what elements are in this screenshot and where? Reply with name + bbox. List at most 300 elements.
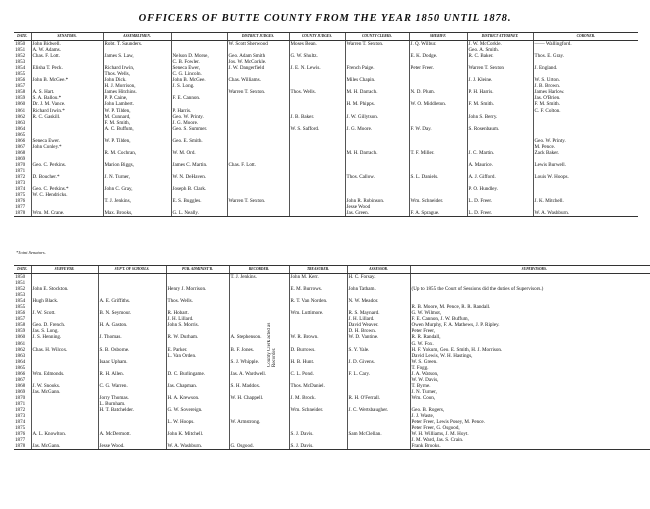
table-cell: W. R. Brown. xyxy=(289,334,347,340)
table-cell: J. Thomas. xyxy=(98,334,166,340)
year-cell: 1856 xyxy=(15,77,26,84)
table-cell: John R. Robinson. xyxy=(345,198,409,204)
column-header: SUP'T. OF SCHOOLS. xyxy=(98,266,166,274)
table-cell: T. F. Miller. xyxy=(409,150,467,156)
table-cell: P. P. Caine, xyxy=(103,95,171,101)
column-header: DATE. xyxy=(14,33,31,41)
table-cell: Sam McClellan. xyxy=(347,431,410,437)
table-cell: Frank Brooks. xyxy=(410,443,650,450)
year-cell: 1863 xyxy=(15,352,26,359)
table-cell: S. J. Davis. xyxy=(289,431,347,437)
table-cell: G. W. Shultz. xyxy=(289,53,345,59)
table-cell: Jas. Chapman. xyxy=(166,383,229,389)
table-header-row xyxy=(14,266,650,274)
table-cell: Warren T. Sexton xyxy=(467,65,533,71)
table-cell: Robt. T. Saunders. xyxy=(103,41,171,48)
year-cell: 1853 xyxy=(15,292,26,299)
table-cell: James S. Law, xyxy=(103,53,171,59)
year-cell: 1859 xyxy=(15,328,26,335)
table-cell: Jas. O'Brien. xyxy=(533,95,638,101)
table-cell: J. H. Lillard. xyxy=(166,316,229,322)
table-cell: J. England. xyxy=(533,65,638,71)
year-cell: 1876 xyxy=(15,431,26,438)
table-cell: B. F. Jones. xyxy=(229,347,289,353)
year-cell: 1865 xyxy=(15,364,26,371)
table-cell: C. G. Lincoln. xyxy=(171,71,227,77)
table-cell: C. G. Warren. xyxy=(98,383,166,389)
table-cell: A. C. Buffum, xyxy=(103,126,171,132)
year-cell: 1866 xyxy=(15,137,26,144)
table-cell: Peter Freer. xyxy=(409,65,467,71)
year-cell: 1868 xyxy=(15,382,26,389)
column-header: SURVEYOR. xyxy=(31,266,98,274)
table-cell: Chas. H. Wilcox. xyxy=(31,347,98,353)
year-cell: 1851 xyxy=(15,280,26,287)
year-cell: 1857 xyxy=(15,316,26,323)
table-cell: —— Wallingford. xyxy=(533,41,638,48)
table-cell xyxy=(289,210,345,217)
table-cell: T. J. Jenkins. xyxy=(229,274,289,281)
year-cell: 1874 xyxy=(15,186,26,193)
year-cell: 1860 xyxy=(15,334,26,341)
year-cell: 1862 xyxy=(15,113,26,120)
table-cell: A. W. Adams. xyxy=(31,47,103,53)
table-cell: F. W. Day. xyxy=(409,126,467,132)
table-cell: J. B. Baker. xyxy=(289,114,345,120)
table-cell: Thos. E. Gray. xyxy=(533,53,638,59)
document-title: OFFICERS OF BUTTE COUNTY FROM THE YEAR 1850 UNTIL 1878. xyxy=(138,13,512,24)
table-cell: W. W. Davis, xyxy=(410,377,650,383)
table-cell xyxy=(347,443,410,450)
year-cell: 1850 xyxy=(15,274,26,280)
table-cell: W. P. Tilden, xyxy=(103,108,171,114)
table-cell: F. M. Smith. xyxy=(467,101,533,107)
table-cell: R. B. Moore, M. Pence, R. R. Randall. xyxy=(410,304,650,310)
year-cell: 1856 xyxy=(15,310,26,317)
year-cell: 1865 xyxy=(15,131,26,138)
table-cell: Max. Brooks, xyxy=(103,210,171,217)
table-cell: W. Scott Sherwood xyxy=(227,41,289,48)
table-cell: H. B. Hunt. xyxy=(289,359,347,365)
table-cell: Jas. S. Long. xyxy=(31,328,98,334)
table-cell: A. S. Hart. xyxy=(31,89,103,95)
table-cell: S. Y. Yale. xyxy=(347,347,410,353)
table-cell: Thos. Callow. xyxy=(345,174,409,180)
table-cell: P. H. Harris. xyxy=(467,89,533,95)
column-header: SUPERVISORS. xyxy=(410,266,650,274)
table-cell: J. A. Watson, xyxy=(410,371,650,377)
table-cell: Joseph B. Clark. xyxy=(171,186,227,192)
year-cell: 1864 xyxy=(15,358,26,365)
table-cell: C. L. Pond. xyxy=(289,371,347,377)
column-header: ASSEMBLYMEN. xyxy=(103,33,171,41)
table-cell: F. E. Cannon. xyxy=(171,95,227,101)
table-cell: John Dick. xyxy=(103,77,171,83)
table-cell: G. W. Wilmot, xyxy=(410,310,650,316)
year-cell: 1869 xyxy=(15,155,26,162)
officers-table-bottom xyxy=(14,265,650,450)
year-cell: 1863 xyxy=(15,119,26,126)
table-cell: Thos. Wells, xyxy=(103,71,171,77)
table-cell: Hugh Black. xyxy=(31,298,98,304)
column-header: RECORDER. xyxy=(229,266,289,274)
year-cell: 1869 xyxy=(15,388,26,395)
table-cell: Jorry Thomas. xyxy=(98,395,166,401)
officers-table-top xyxy=(14,32,638,217)
table-cell: S. B. Osborne. xyxy=(98,347,166,353)
table-cell: R. T. Van Norden. xyxy=(289,298,347,304)
table-cell: James C. Martin. xyxy=(171,162,227,168)
table-cell: N. W. Meador. xyxy=(347,298,410,304)
table-cell: Warren T. Sexton. xyxy=(345,41,409,48)
table-cell: French Paige. xyxy=(345,65,409,71)
table-cell: Geo. A. Smith. xyxy=(467,47,533,53)
year-cell: 1877 xyxy=(15,437,26,444)
year-cell: 1866 xyxy=(15,370,26,377)
table-cell: F. E. Cannon, J. W. Buffum, xyxy=(410,316,650,322)
table-cell: R. C. Gaskill. xyxy=(31,114,103,120)
table-body xyxy=(14,41,638,217)
table-cell: J. J. Kleine. xyxy=(467,77,533,83)
table-cell: A. L. Knowlton. xyxy=(31,431,98,437)
table-cell: Isaac Upham. xyxy=(98,359,166,365)
table-cell: W. S. Urton. xyxy=(533,77,638,83)
table-cell: John S. Berry. xyxy=(467,114,533,120)
year-cell: 1867 xyxy=(15,143,26,150)
year-cell: 1872 xyxy=(15,174,26,181)
table-cell: L. D. Freer. xyxy=(467,198,533,204)
table-cell: Wm. Edmonds. xyxy=(31,371,98,377)
table-cell: J. B. Brown. xyxy=(533,83,638,89)
table-body xyxy=(14,274,650,450)
year-cell: 1870 xyxy=(15,161,26,168)
recorder-note-wrap xyxy=(267,307,277,367)
table-cell: J. C. Martin. xyxy=(467,150,533,156)
year-cell: 1872 xyxy=(15,407,26,414)
column-header: COUNTY CLERKS. xyxy=(345,33,409,41)
table-cell: G. L. Neally. xyxy=(171,210,227,217)
table-cell: Jas. McGann. xyxy=(31,443,98,450)
table-cell: R. M. Cochran, xyxy=(103,150,171,156)
table-cell: Geo. S. Summer. xyxy=(171,126,227,132)
year-cell: 1858 xyxy=(15,322,26,329)
table-cell: John Tatham. xyxy=(347,286,410,292)
table-cell: James Hitchins. xyxy=(103,89,171,95)
table-cell: John Conley.* xyxy=(31,144,103,150)
table-cell: Warren T. Sexton. xyxy=(227,89,289,95)
table-cell: John E. Stockton. xyxy=(31,286,98,292)
table-cell: Zack Baker. xyxy=(533,150,638,156)
table-cell: R. C. Baker. xyxy=(467,53,533,59)
table-cell: Geo. E. Smith. xyxy=(171,138,227,144)
year-cell: 1874 xyxy=(15,419,26,426)
year-cell: 1852 xyxy=(15,286,26,293)
table-cell: Lewis Burwell. xyxy=(533,162,638,168)
table-cell: Jas. Green. xyxy=(345,210,409,217)
table-cell: J. Q. Wilbur. xyxy=(409,41,467,48)
table-cell: Marion Biggs, xyxy=(103,162,171,168)
table-cell: Miles Chapin. xyxy=(345,77,409,83)
table-cell: Jas. McGann. xyxy=(31,389,98,395)
table-cell: John Lambert. xyxy=(103,101,171,107)
table-cell: Wm. Schneider. xyxy=(289,407,347,413)
year-cell: 1855 xyxy=(15,304,26,311)
table-cell: Wm. M. Crane. xyxy=(31,210,103,217)
table-cell: S. J. Davis. xyxy=(289,443,347,450)
table-cell: John B. McGee. xyxy=(171,77,227,83)
table-cell: Geo. D. French. xyxy=(31,322,98,328)
table-cell: Owen Murphy, F. A. Mathews, J. P. Ripley. xyxy=(410,322,650,328)
column-header: DISTRICT JUDGES. xyxy=(227,33,289,41)
table-cell: G. W. Fox. xyxy=(410,341,650,347)
table-cell: David Weaver. xyxy=(347,322,410,328)
table-cell: John M. Kerr. xyxy=(289,274,347,281)
table-cell: Geo. B. Rogers, xyxy=(410,407,650,413)
year-cell: 1873 xyxy=(15,180,26,187)
year-cell: 1870 xyxy=(15,394,26,401)
table-cell: John B. McGee.* xyxy=(31,77,103,83)
column-header: SENATORS. xyxy=(31,33,103,41)
table-cell: G. Osgood. xyxy=(229,443,289,450)
table-cell: L. Burnham. xyxy=(98,401,166,407)
table-cell: Wm. Schneider. xyxy=(409,198,467,204)
table-cell: W. S. Green. xyxy=(410,359,650,365)
table-cell: Richard Irwin.* xyxy=(31,108,103,114)
table-cell: G. W. Sovereign. xyxy=(166,407,229,413)
year-cell: 1859 xyxy=(15,95,26,102)
table-cell: Seneca Ewer, xyxy=(171,65,227,71)
table-cell: W. S. Safford. xyxy=(289,126,345,132)
table-cell: W. P. Tilden, xyxy=(103,138,171,144)
year-cell: 1853 xyxy=(15,59,26,66)
year-cell: 1860 xyxy=(15,101,26,108)
table-cell: S. Rosenbaum. xyxy=(467,126,533,132)
table-cell: J. M. Ward, Jas. S. Crain. xyxy=(410,437,650,443)
table-cell: H. F. Yokum, Geo. E. Smith, H. J. Morrison. xyxy=(410,347,650,353)
table-cell: Peter Freer, xyxy=(410,328,650,334)
table-cell: J. E. N. Lewis. xyxy=(289,65,345,71)
table-cell: W. C. Hendricks. xyxy=(31,192,103,198)
table-cell: Wm. Luttimore. xyxy=(289,310,347,316)
table-cell: Thos. McDaniel. xyxy=(289,383,347,389)
table-cell: J. G. Moore. xyxy=(171,120,227,126)
year-cell: 1861 xyxy=(15,340,26,347)
table-cell: J. C. Wertsbaugher. xyxy=(347,407,410,413)
table-cell: A. J. Gifford. xyxy=(467,174,533,180)
table-cell: R. W. Durham. xyxy=(166,334,229,340)
table-row xyxy=(14,210,638,217)
table-cell: R. R. Randall, xyxy=(410,334,650,340)
table-cell: L. D. Freer. xyxy=(467,210,533,217)
table-cell: E. M. Burrows. xyxy=(289,286,347,292)
table-cell: Jas. A. Wardwell. xyxy=(229,371,289,377)
table-cell: A. Maurice. xyxy=(467,162,533,168)
table-cell: M. H. Darrach. xyxy=(345,150,409,156)
table-cell: W. M. Ord. xyxy=(171,150,227,156)
table-cell: M. H. Darrach. xyxy=(345,89,409,95)
table-cell: Wm. Coon, xyxy=(410,395,650,401)
column-header xyxy=(171,33,227,41)
table-cell: J. N. Turner, xyxy=(103,174,171,180)
table-cell: R. S. Maynard. xyxy=(347,310,410,316)
table-cell: J. D. Givens. xyxy=(347,359,410,365)
table-cell: P. O. Hundley. xyxy=(467,186,533,192)
year-cell: 1868 xyxy=(15,149,26,156)
table-cell: John S. Morris. xyxy=(166,322,229,328)
table-cell: P. Harris. xyxy=(171,108,227,114)
table-cell: W. H. Williams, J. M. Hoyt. xyxy=(410,431,650,437)
column-header: COUNTY JUDGES. xyxy=(289,33,345,41)
table-cell: W. A. Washburn. xyxy=(166,443,229,450)
year-cell: 1864 xyxy=(15,125,26,132)
column-header: DATE. xyxy=(14,266,31,274)
table-cell: Chas. F. Lott. xyxy=(31,53,103,59)
table-cell: Jesse Wood. xyxy=(98,443,166,450)
table-cell: A. McDermott. xyxy=(98,431,166,437)
table-cell: John Bidwell. xyxy=(31,41,103,48)
table-cell: Geo. C. Perkins. xyxy=(31,162,103,168)
year-cell: 1871 xyxy=(15,167,26,174)
column-header: TREASURER. xyxy=(289,266,347,274)
year-cell: 1852 xyxy=(15,53,26,60)
year-cell: 1875 xyxy=(15,192,26,199)
table-cell: J. N. Turner, xyxy=(410,389,650,395)
table-cell: Elisha T. Peck. xyxy=(31,65,103,71)
table-cell: Moses Bean. xyxy=(289,41,345,48)
table-cell: F. L. Cary. xyxy=(347,371,410,377)
table-cell: D. Burrows. xyxy=(289,347,347,353)
table-cell: S. L. Daniels. xyxy=(409,174,467,180)
table-cell: Geo. C. Perkins.* xyxy=(31,186,103,192)
table-cell: H. A. Krewson. xyxy=(166,395,229,401)
table-cell: F. M. Smith. xyxy=(533,101,638,107)
year-cell: 1876 xyxy=(15,198,26,205)
table-cell: H. C. Forsay. xyxy=(347,274,410,281)
table-cell: W. Armstrong. xyxy=(229,419,289,425)
year-cell: 1871 xyxy=(15,400,26,407)
year-cell: 1877 xyxy=(15,204,26,211)
table-cell: W. D. Vantine. xyxy=(347,334,410,340)
recorder-note: County Clerk acted as Recorder. xyxy=(267,322,277,367)
table-cell: C. F. Colton. xyxy=(533,108,638,114)
year-cell: 1854 xyxy=(15,298,26,305)
table-row xyxy=(14,443,650,450)
table-cell: M. Pence. xyxy=(533,144,638,150)
table-cell: Dr. J. M. Vance. xyxy=(31,101,103,107)
table-cell: Chas. F. Lott. xyxy=(227,162,289,168)
year-cell: 1854 xyxy=(15,65,26,72)
table-cell: A. E. Griffiths. xyxy=(98,298,166,304)
table-cell: James Harlow. xyxy=(533,89,638,95)
table-cell: Nelson D. Morse, xyxy=(171,53,227,59)
table-cell: Geo. W. Printy. xyxy=(533,138,638,144)
table-cell: R. H. Allen. xyxy=(98,371,166,377)
table-cell: John C. Gray, xyxy=(103,186,171,192)
table-cell: S. H. Maddox. xyxy=(229,383,289,389)
year-cell: 1858 xyxy=(15,89,26,96)
table-cell: N. D. Plum. xyxy=(409,89,467,95)
table-cell: Thos. Wells. xyxy=(289,89,345,95)
year-cell: 1878 xyxy=(14,443,31,450)
table-cell: H. M. Phipps. xyxy=(345,101,409,107)
column-header: SHERIFF. xyxy=(409,33,467,41)
table-cell: C. B. Fowler. xyxy=(171,59,227,65)
column-header: PUB. ADMINIST'R. xyxy=(166,266,229,274)
footnote: *Joint Senators. xyxy=(16,250,46,255)
table-cell: J. W. Dangerfield xyxy=(227,65,289,71)
table-cell: J. W. Gillytson. xyxy=(345,114,409,120)
table-cell: J. J. Waste, xyxy=(410,413,650,419)
table-cell: M. Cunnard, xyxy=(103,114,171,120)
table-cell: David Lewis, W. H. Hastings, xyxy=(410,353,650,359)
table-cell: H. J. Morrison, xyxy=(103,83,171,89)
year-cell: 1857 xyxy=(15,83,26,90)
column-header: DISTRICT ATTORNEY. xyxy=(467,33,533,41)
table-cell: Geo. W. Printy. xyxy=(171,114,227,120)
table-cell: Chas. Williams. xyxy=(227,77,289,83)
year-cell: 1851 xyxy=(15,47,26,54)
table-cell: J. W. Snooks. xyxy=(31,383,98,389)
table-cell: W. A. Washburn. xyxy=(533,210,638,217)
table-cell: B. N. Seymour. xyxy=(98,310,166,316)
column-header: CORONER. xyxy=(533,33,638,41)
table-cell: D. H. Brown. xyxy=(347,328,410,334)
year-cell: 1862 xyxy=(15,346,26,353)
year-cell: 1875 xyxy=(15,425,26,432)
table-cell: W. O. Middleton. xyxy=(409,101,467,107)
table-cell: H. A. Gaston. xyxy=(98,322,166,328)
table-cell: Jesse Wood xyxy=(345,204,409,210)
year-cell: 1855 xyxy=(15,71,26,78)
table-cell: J. S. Long. xyxy=(171,83,227,89)
table-cell: F. M. Smith, xyxy=(103,120,171,126)
table-cell: Henry J. Morrison. xyxy=(166,286,229,292)
table-cell: J. M. Brock. xyxy=(289,395,347,401)
table-cell: Geo. Adam Smith xyxy=(227,53,289,59)
table-cell: D. C. Burlingame. xyxy=(166,371,229,377)
table-cell: J. K. Mitchell. xyxy=(533,198,638,204)
table-cell xyxy=(227,210,289,217)
table-cell: Peter Freer, G. Osgood, xyxy=(410,425,650,431)
table-cell: Warren T. Sexton. xyxy=(227,198,289,204)
table-cell: J. W. McCorkle. xyxy=(467,41,533,48)
table-cell: J. G. Moore. xyxy=(345,126,409,132)
table-cell: S. A. Ballou.* xyxy=(31,95,103,101)
table-cell: T. J. Jenkins, xyxy=(103,198,171,204)
table-cell: L. W. Hoops. xyxy=(166,419,229,425)
table-cell: S. J. Whipple. xyxy=(229,359,289,365)
table-cell: Louis W. Hoops. xyxy=(533,174,638,180)
table-cell: W. H. Chappell. xyxy=(229,395,289,401)
table-cell: John K. Mitchell. xyxy=(166,431,229,437)
table-cell: J. H. Lillard. xyxy=(347,316,410,322)
table-cell: W. N. DeHaven. xyxy=(171,174,227,180)
table-cell: H. T. Batchelder. xyxy=(98,407,166,413)
table-cell: R. Hobart. xyxy=(166,310,229,316)
table-header-row xyxy=(14,33,638,41)
table-cell: Richard Irwin, xyxy=(103,65,171,71)
table-cell: D. Boucher.* xyxy=(31,174,103,180)
year-cell: 1850 xyxy=(15,41,26,47)
table-cell: E. Parker. xyxy=(166,347,229,353)
table-cell: E. K. Dodge. xyxy=(409,53,467,59)
table-cell: Seneca Ewer. xyxy=(31,138,103,144)
table-cell: T. Byrne. xyxy=(410,383,650,389)
table-cell: J. S. Henning. xyxy=(31,334,98,340)
table-cell: L. Van Orden. xyxy=(166,353,229,359)
table-cell: R. H. O'Ferrall. xyxy=(347,395,410,401)
table-cell: E. S. Buggles. xyxy=(171,198,227,204)
